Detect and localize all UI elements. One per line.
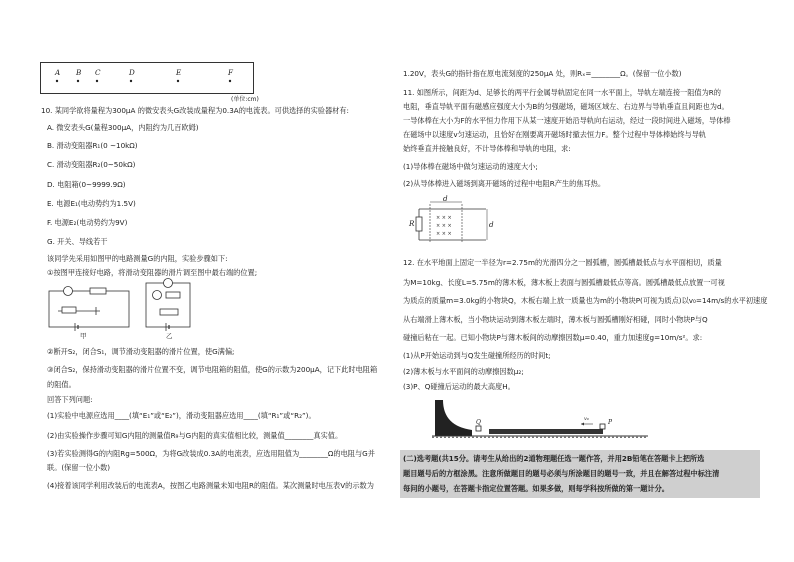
q12-part-2: (2)薄木板与水平面间的动摩擦因数μ₂;	[403, 367, 524, 376]
q10-option-d: D. 电阻箱(0~9999.9Ω)	[47, 180, 126, 189]
ruler-label-D: D	[129, 68, 135, 77]
q10-part-1: (1)实验中电源应选用____(填“E₁”或“E₂”)，滑动变阻器应选用____(填“R₁”或“R₂”)。	[47, 411, 316, 420]
ruler-label-A: A	[55, 68, 61, 77]
ruler-label-B: B	[76, 68, 82, 77]
ruler-label-C: C	[95, 68, 101, 77]
q10-option-c: C. 滑动变阻器R₂(0~50kΩ)	[47, 160, 136, 169]
q11-line-2: 电阻，垂直导轨平面有磁感应强度大小为B的匀强磁场，磁场区域左、右边界与导轨垂直且间距也为d。	[403, 102, 729, 111]
fig-label-d-top: d	[443, 194, 448, 203]
ruler-label-F: F	[228, 68, 233, 77]
q10-part-2: (2)由实验操作步骤可知G内阻的测量值R₉与G内阻的真实值相比较，测量值________真实值。	[47, 431, 343, 440]
optional-section-line-3: 每问的小题号，在答题卡指定位置答题。如果多做，则每学科按所做的第一题计分。	[403, 484, 669, 493]
optional-section-line-1: (二)选考题(共15分。请考生从给出的2道物理题任选一题作答，并用2B铅笔在答题卡上把所选	[403, 454, 705, 463]
fig-label-R: R	[409, 219, 415, 228]
svg-text:× × ×: × × ×	[436, 215, 452, 221]
q10-part-3: (3)若实验测得G的内阻Rg=500Ω，为将G改装成0.3A的电流表，应选用阻值为________Ω的电阻与G并	[47, 449, 375, 458]
q10-step-3-cont: 的阻值。	[47, 380, 76, 389]
q11-part-2: (2)从导体棒进入磁场到离开磁场的过程中电阻R产生的焦耳热。	[403, 179, 606, 188]
q12-line-2: 为M=10kg、长度L=5.75m的薄木板，薄木板上表面与圆弧槽最低点等高。圆弧槽最低点放置一可视	[403, 278, 725, 287]
q10-step-2: ②断开S₂，闭合S₁，调节滑动变阻器的滑片位置，使G满偏;	[47, 347, 235, 356]
svg-text:× × ×: × × ×	[436, 231, 452, 237]
q10-intro: 10. 某同学欲将量程为300μA 的微安表头G改装成量程为0.3A的电流表。可供选择的实验器材有:	[41, 106, 349, 115]
q10-answer-heading: 回答下列问题:	[47, 395, 93, 404]
q10-step-intro: 该同学先采用如图甲的电路测量G的内阻，实验步骤如下:	[47, 254, 228, 263]
q12-line-1: 12. 在水平地面上固定一半径为r=2.75m的光滑四分之一圆弧槽，圆弧槽最低点与水平面相切，质量	[403, 258, 722, 267]
optional-section-line-2: 题目题号后的方框涂黑。注意所做题目的题号必须与所涂题目的题号一致，并且在解答过程中标注清	[403, 469, 720, 478]
q10-option-e: E. 电源E₁(电动势约为1.5V)	[47, 199, 136, 208]
q10-option-a: A. 微安表头G(量程300μA，内阻约为几百欧姆)	[47, 123, 199, 132]
q10-part-3-cont: 联。(保留一位小数)	[47, 463, 111, 472]
fig-label-P: P	[608, 419, 613, 426]
fig-label-Q: Q	[476, 419, 481, 426]
q11-line-1: 11. 如图所示，间距为d、足够长的两平行金属导轨固定在同一水平面上，导轨左端连接一阻值为R的	[403, 88, 721, 97]
fig-label-d-side: d	[489, 220, 494, 229]
q10-step-1: ①按图甲连接好电路，将滑动变阻器的滑片调至图中最右端的位置;	[47, 268, 258, 277]
ruler-label-E: E	[176, 68, 182, 77]
fig-label-v0: v₀	[584, 416, 589, 422]
q11-part-1: (1)导体棒在磁场中做匀速运动的速度大小;	[403, 162, 538, 171]
circuit-caption-yi: 乙	[166, 332, 173, 340]
q12-line-4: 从右端滑上薄木板，当小物块运动到薄木板左端时，薄木板与圆弧槽刚好相碰，同时小物块P与Q	[403, 315, 708, 324]
q11-line-4: 在磁场中以速度v匀速运动，且恰好在刚要离开磁场时撤去恒力F。整个过程中导体棒始终与导轨	[403, 130, 707, 139]
q10-step-3: ③闭合S₂，保持滑动变阻器的滑片位置不变，调节电阻箱的阻值，使G的示数为200μA，记下此时电阻箱	[47, 365, 378, 374]
svg-text:× × ×: × × ×	[436, 223, 452, 229]
ruler-unit: (单位:cm)	[231, 96, 259, 103]
q10-part-4-cont: 1.20V，表头G的指针指在原电流刻度的250μA 处，则Rₓ=________Ω。(保留一位小数)	[403, 69, 682, 78]
q11-line-3: 一导体棒在大小为F的水平恒力作用下从某一速度开始沿导轨向右运动，经过一段时间进入磁场，导体棒	[403, 116, 731, 125]
q10-option-f: F. 电源E₂(电动势约为9V)	[47, 218, 128, 227]
q10-option-b: B. 滑动变阻器R₁(0 ~10kΩ)	[47, 141, 138, 150]
q12-line-5: 碰撞后粘在一起。已知小物块P与薄木板间的动摩擦因数μ=0.40，重力加速度g=10m/s²。求:	[403, 333, 703, 342]
q12-part-3: (3)P、Q碰撞后运动的最大高度H。	[403, 382, 515, 391]
q11-line-5: 始终垂直并接触良好，不计导体棒和导轨的电阻，求:	[403, 144, 571, 153]
q12-part-1: (1)从P开始运动到与Q发生碰撞所经历的时间t;	[403, 351, 551, 360]
q10-part-4: (4)接着该同学利用改装后的电流表A，按图乙电路测量未知电阻R的阻值。某次测量时电压表V的示数为	[47, 481, 374, 490]
q12-line-3: 为质点的质量m=3.0kg的小物块Q，木板右端上放一质量也为m的小物块P(可视为质点)以v₀=14m/s的水平初速度	[403, 296, 768, 305]
circuit-caption-jia: 甲	[80, 332, 87, 340]
q10-option-g: G. 开关、导线若干	[47, 237, 108, 246]
